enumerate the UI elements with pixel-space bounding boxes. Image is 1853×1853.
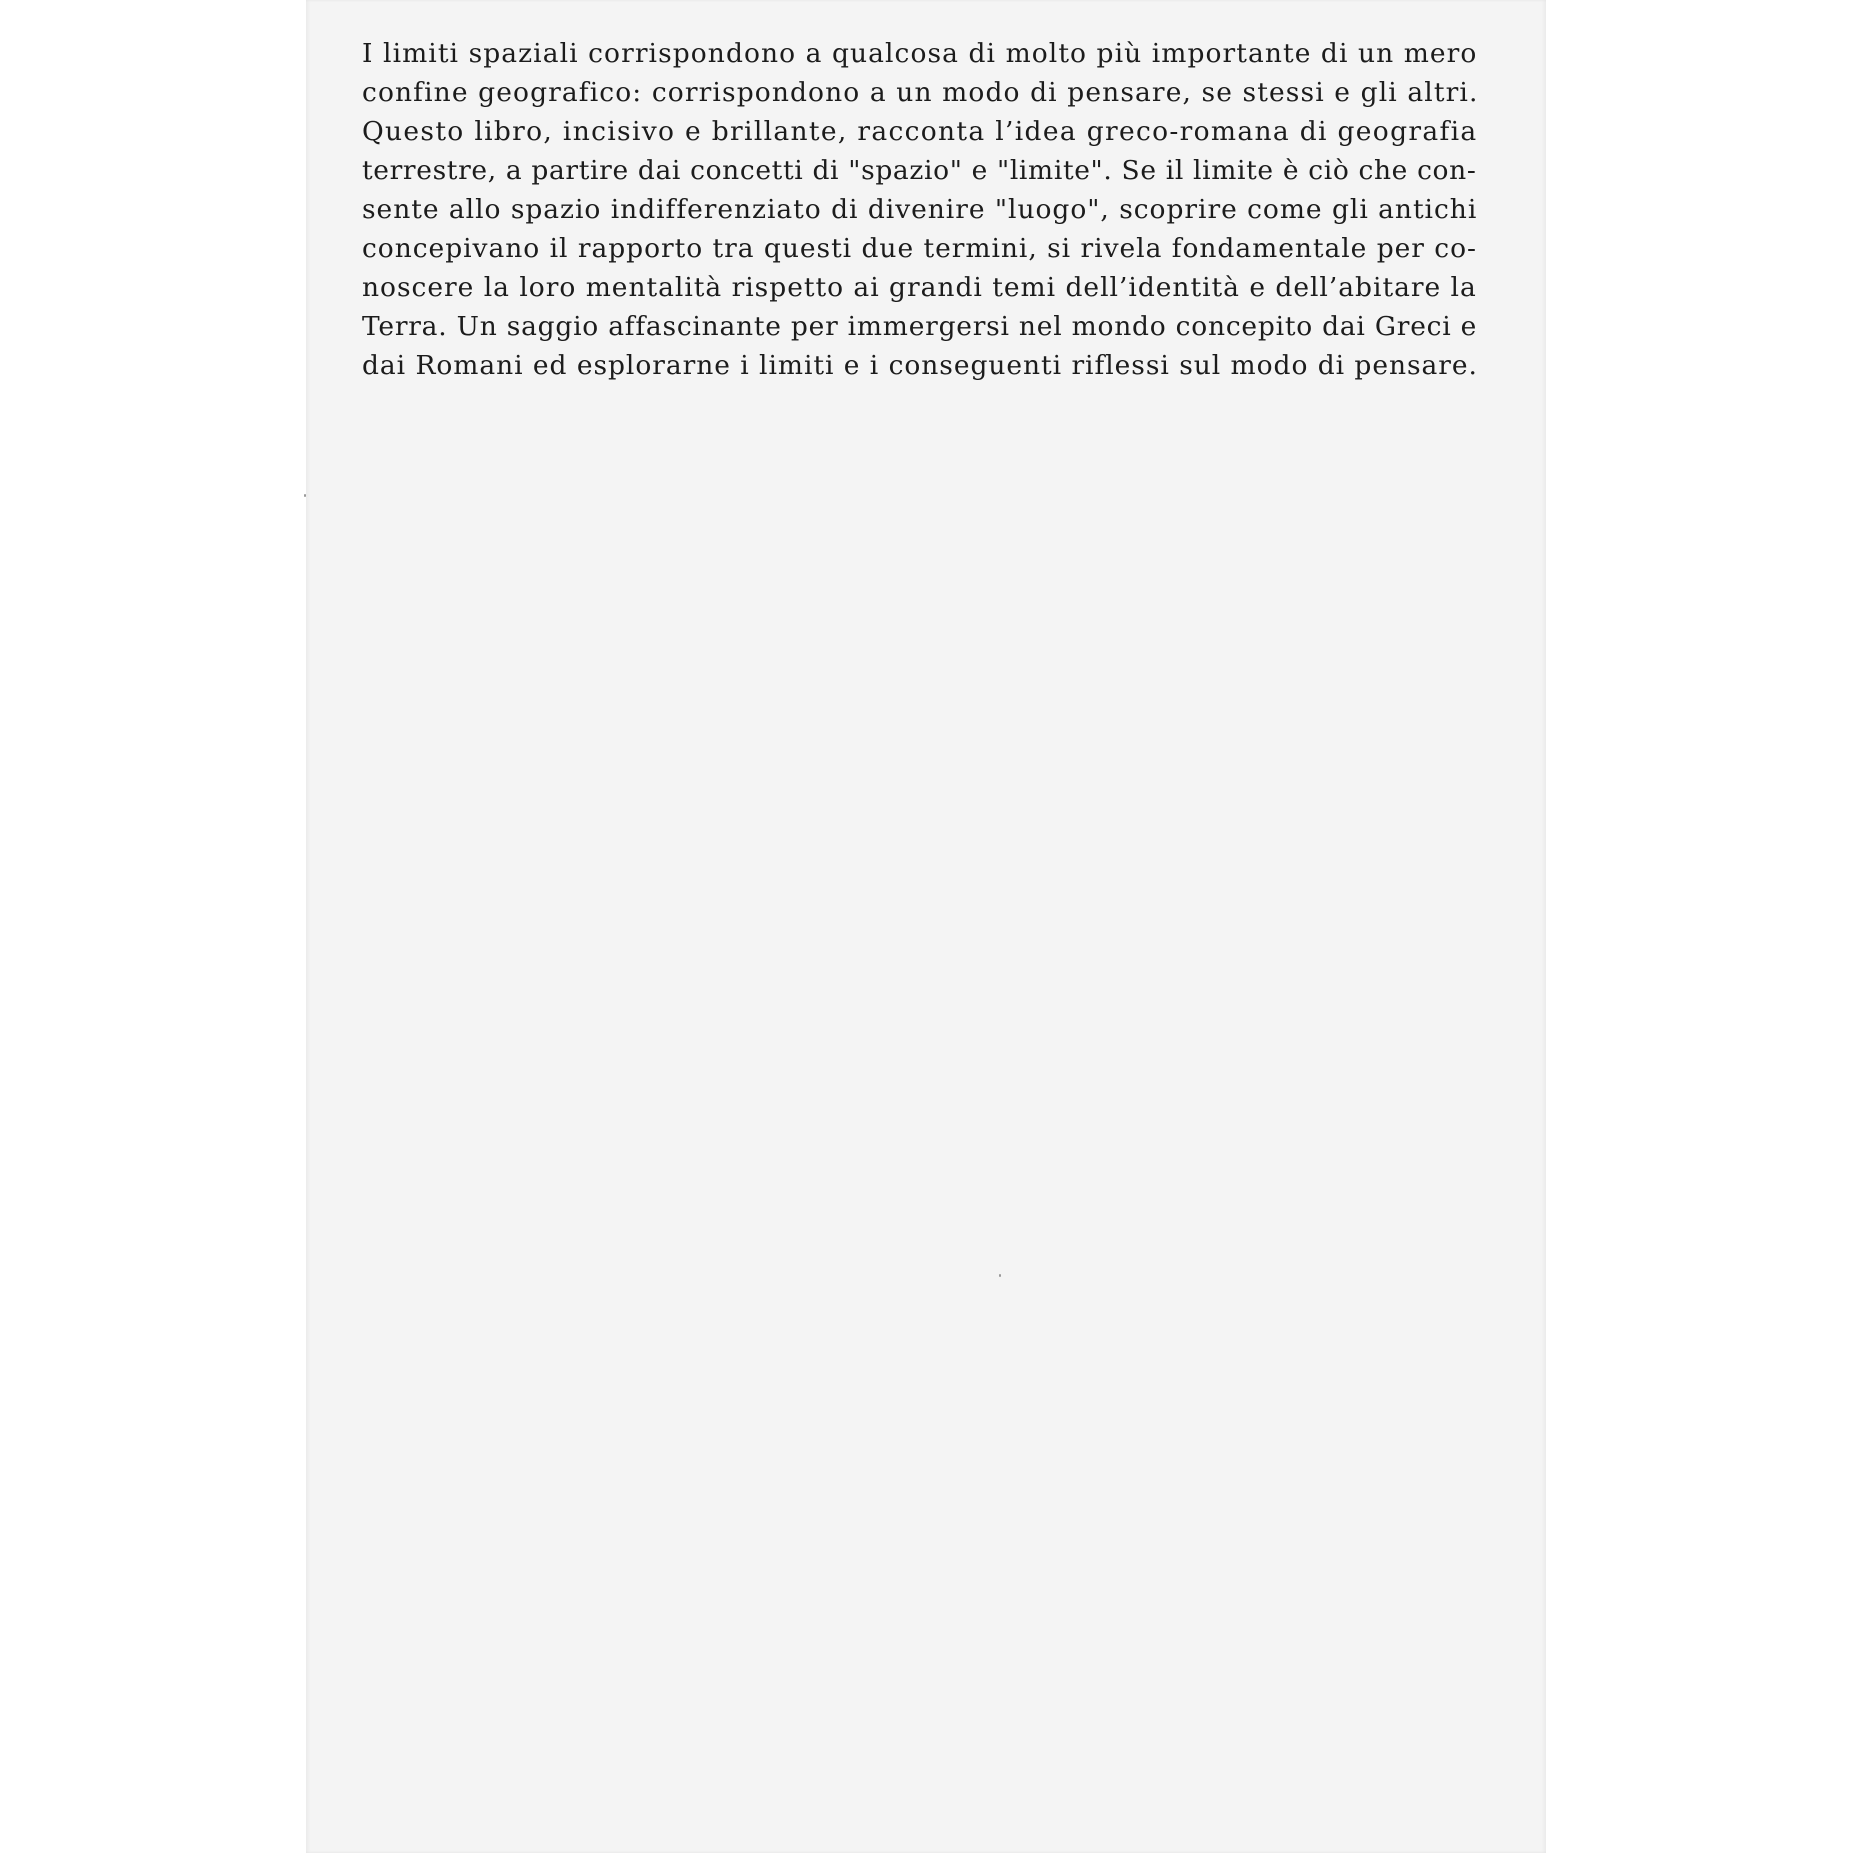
blurb-line-2: confine geografico: corrispondono a un modo di pensare, se stessi e gli altri. [362,77,1479,108]
blurb-line-5: sente allo spazio indifferenziato di divenire "luogo", scoprire come gli antichi [362,194,1478,225]
blurb-line-1: I limiti spaziali corrispondono a qualcosa di molto più importante di un mero [362,38,1478,69]
blurb-line-3: Questo libro, incisivo e brillante, racconta l’idea greco-romana di geografia [362,116,1478,147]
back-cover-blurb [362,34,1479,385]
paper-speck [304,494,306,497]
blurb-line-9: dai Romani ed esplorarne i limiti e i conseguenti riflessi sul modo di pensare. [362,350,1478,381]
blurb-line-8: Terra. Un saggio affascinante per immergersi nel mondo concepito dai Greci e [362,311,1478,342]
book-back-cover [306,0,1546,1853]
blurb-line-7: noscere la loro mentalità rispetto ai grandi temi dell’identità e dell’abitare la [362,272,1477,303]
paper-speck [999,1274,1001,1277]
blurb-line-6: concepivano il rapporto tra questi due termini, si rivela fondamentale per co- [362,233,1477,264]
blurb-line-4: terrestre, a partire dai concetti di "spazio" e "limite". Se il limite è ciò che con- [362,155,1477,186]
